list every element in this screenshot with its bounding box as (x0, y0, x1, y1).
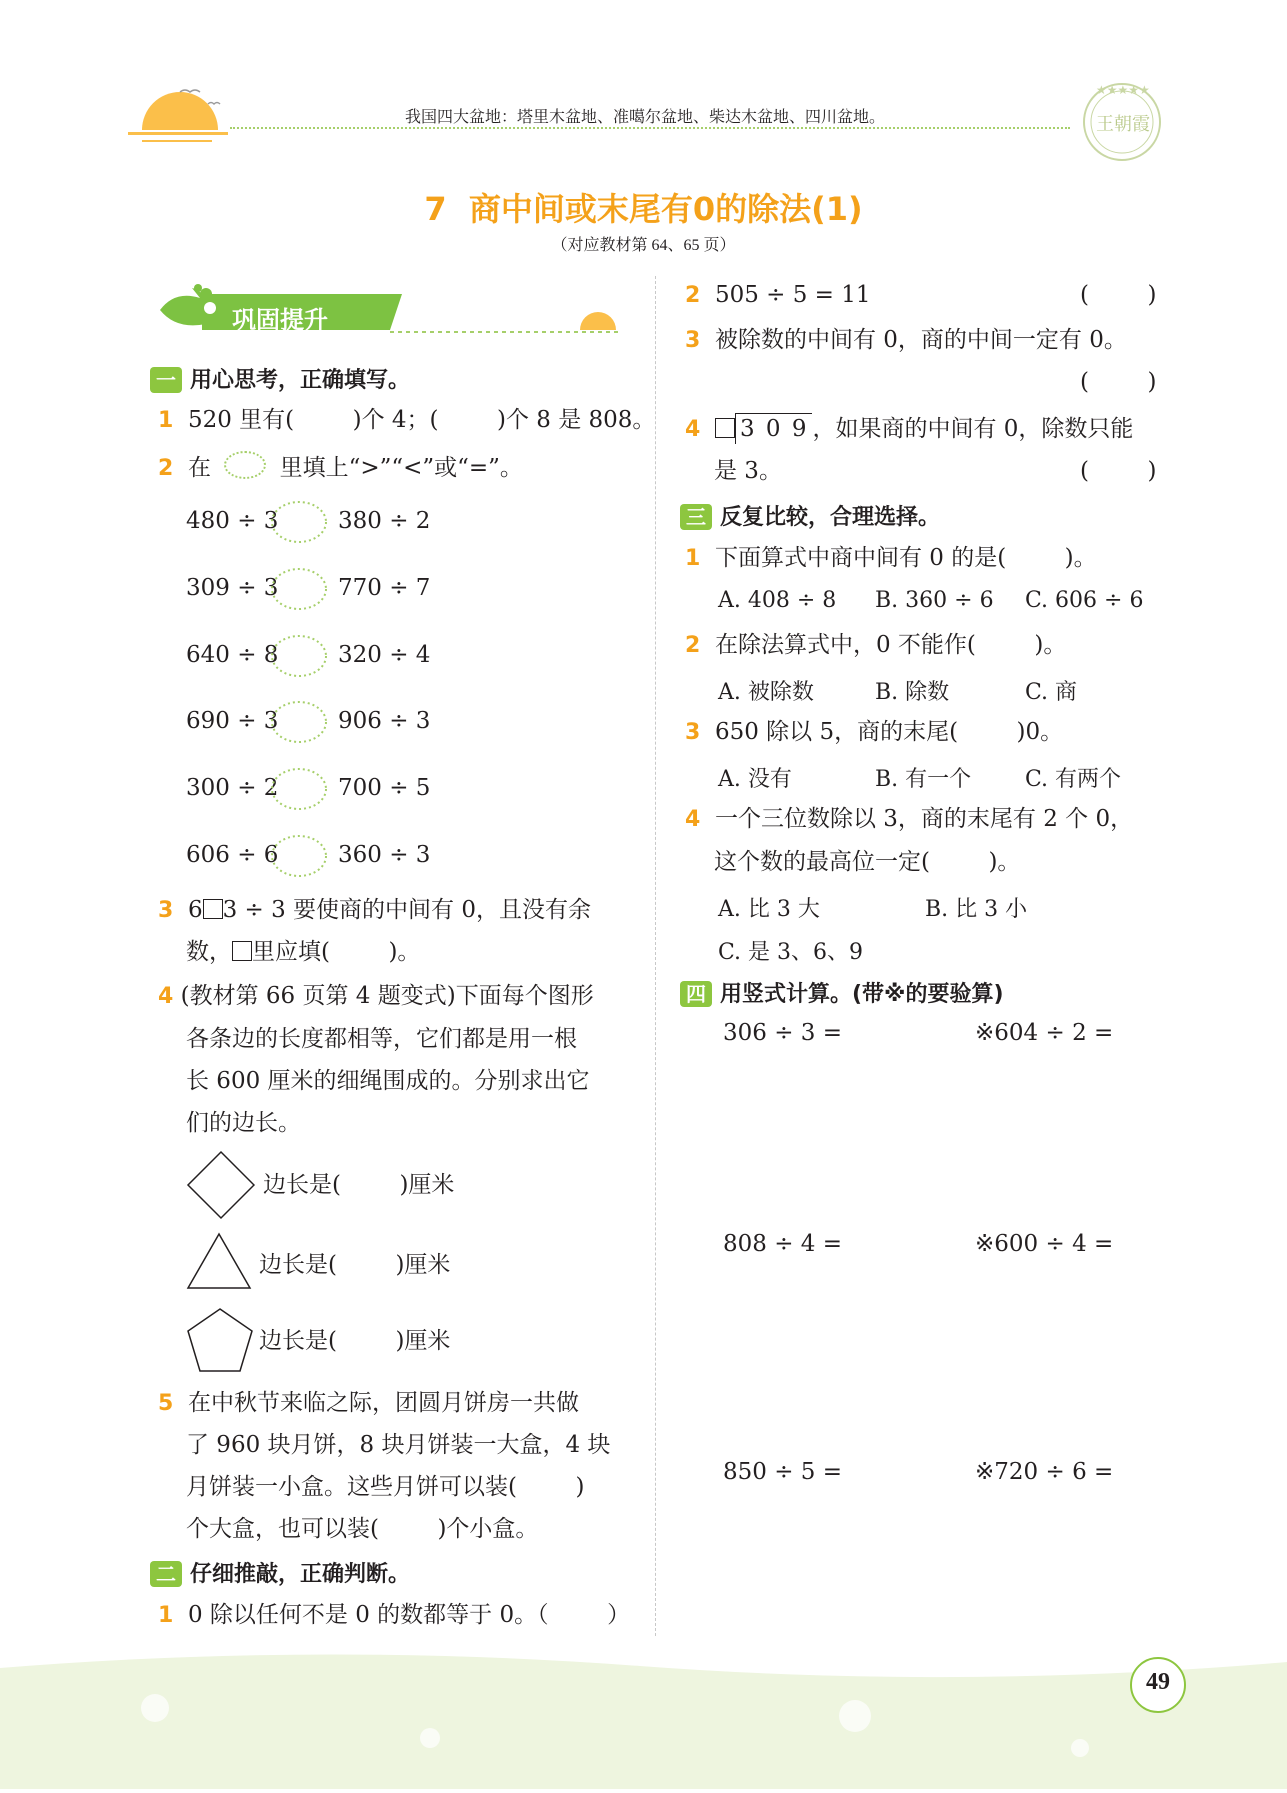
q1-4-line: 长 600 厘米的细绳围成的。分别求出它 (186, 1068, 590, 1094)
shape-answer: 边长是( )厘米 (259, 1252, 451, 1278)
section-3-heading (680, 500, 940, 531)
page-title: 7 商中间或末尾有0的除法(1) (424, 190, 863, 228)
q1-1: 1 520 里有( )个 4；( )个 8 是 808。 (158, 407, 656, 433)
q2-4: 4 3 0 9 ，如果商的中间有 0，除数只能 (685, 413, 1133, 445)
choice-c[interactable]: C. 606 ÷ 6 (1025, 588, 1144, 613)
compare-right: 380 ÷ 2 (338, 508, 431, 534)
q2-1: 1 0 除以任何不是 0 的数都等于 0。（ ） (158, 1602, 631, 1628)
long-division-bracket: 3 0 9 (735, 413, 813, 444)
q1-5-line: 个大盒，也可以装( )个小盒。 (186, 1516, 539, 1542)
header-fact: 我国四大盆地：塔里木盆地、准噶尔盆地、柴达木盆地、四川盆地。 (405, 109, 886, 126)
footer-wave (0, 1648, 1287, 1789)
choice-b[interactable]: B. 360 ÷ 6 (875, 588, 994, 613)
choice-a[interactable]: A. 比 3 大 (718, 897, 820, 922)
q3-3: 3 650 除以 5，商的末尾( )0。 (685, 719, 1064, 745)
compare-right: 906 ÷ 3 (338, 708, 431, 734)
q1-3-cont: 数， 里应填( )。 (186, 939, 421, 965)
q1-4-line: 各条边的长度都相等，它们都是用一根 (186, 1026, 577, 1052)
choice-a[interactable]: A. 被除数 (718, 680, 814, 705)
whale-icon (150, 280, 630, 340)
compare-oval-input[interactable] (270, 834, 328, 878)
choice-c[interactable]: C. 有两个 (1025, 767, 1122, 792)
section-2-tag: 二 (150, 1561, 182, 1587)
pentagon-icon (186, 1307, 254, 1377)
blank-box[interactable] (203, 899, 223, 919)
compare-oval-input[interactable] (270, 767, 328, 811)
q1-2: 2 在 里填上“>”“<”或“=”。 (158, 451, 523, 484)
choice-a[interactable]: A. 408 ÷ 8 (718, 588, 837, 613)
page-number-badge (1128, 1655, 1188, 1715)
header-sun-decoration (120, 70, 230, 150)
banner-label: 巩固提升 (232, 306, 328, 334)
header-dotted-rule (230, 127, 1070, 129)
section-4-tag: 四 (680, 981, 712, 1007)
q2-3: 3 被除数的中间有 0，商的中间一定有 0。 (685, 327, 1127, 353)
compare-right: 700 ÷ 5 (338, 775, 431, 801)
column-divider (655, 276, 656, 1636)
blank-box[interactable] (232, 941, 252, 961)
q3-4: 4 一个三位数除以 3，商的末尾有 2 个 0， (685, 806, 1134, 832)
section-banner (150, 280, 630, 340)
section-4-heading (680, 977, 1004, 1008)
compare-left: 690 ÷ 3 (186, 708, 279, 734)
q1-3: 3 6 3 ÷ 3 要使商的中间有 0，且没有余 (158, 897, 591, 923)
section-3-tag: 三 (680, 504, 712, 530)
divisor-box[interactable] (715, 418, 735, 438)
compare-right: 360 ÷ 3 (338, 842, 431, 868)
svg-text:★★★★★: ★★★★★ (1096, 83, 1150, 97)
q1-5-line: 月饼装一小盒。这些月饼可以装( ) (186, 1474, 585, 1500)
calc-item[interactable]: 850 ÷ 5 = (723, 1459, 843, 1485)
judge-paren[interactable]: ( ) (1080, 369, 1157, 395)
q3-4-cont: 这个数的最高位一定( )。 (714, 849, 1021, 875)
section-1-heading (150, 363, 410, 394)
calc-item[interactable]: ※604 ÷ 2 = (975, 1020, 1114, 1046)
judge-paren[interactable]: ( ) (1080, 458, 1157, 484)
calc-item[interactable]: ※720 ÷ 6 = (975, 1459, 1114, 1485)
choice-c[interactable]: C. 是 3、6、9 (718, 940, 864, 965)
diamond-icon (186, 1150, 256, 1224)
section-4-title: 用竖式计算。(带※的要验算) (720, 982, 1004, 1007)
q2-4-cont: 是 3。 (714, 458, 782, 484)
compare-left: 606 ÷ 6 (186, 842, 279, 868)
page-number: 49 (1146, 1669, 1170, 1695)
triangle-icon (186, 1232, 252, 1294)
compare-oval-input[interactable] (270, 700, 328, 744)
section-1-tag: 一 (150, 367, 182, 393)
compare-left: 640 ÷ 8 (186, 642, 279, 668)
judge-paren[interactable]: ( ) (1080, 282, 1157, 308)
section-2-title: 仔细推敲，正确判断。 (190, 1562, 411, 1587)
compare-oval-input[interactable] (270, 634, 328, 678)
q1-4: 4 (教材第 66 页第 4 题变式)下面每个图形 (158, 983, 594, 1009)
shape-answer: 边长是( )厘米 (259, 1328, 451, 1354)
compare-oval-input[interactable] (270, 500, 328, 544)
page-subtitle: （对应教材第 64、65 页） (551, 237, 736, 254)
compare-left: 309 ÷ 3 (186, 575, 279, 601)
section-3-title: 反复比较，合理选择。 (720, 505, 941, 530)
publisher-logo (1078, 78, 1166, 166)
choice-b[interactable]: B. 比 3 小 (925, 897, 1028, 922)
oval-icon (224, 451, 266, 479)
compare-left: 300 ÷ 2 (186, 775, 279, 801)
q1-4-line: 们的边长。 (186, 1110, 301, 1136)
compare-left: 480 ÷ 3 (186, 508, 279, 534)
shape-answer: 边长是( )厘米 (263, 1172, 455, 1198)
q3-1: 1 下面算式中商中间有 0 的是( )。 (685, 545, 1097, 571)
section-1-title: 用心思考，正确填写。 (190, 368, 411, 393)
q1-5-line: 了 960 块月饼，8 块月饼装一大盒，4 块 (186, 1432, 611, 1458)
calc-item[interactable]: 808 ÷ 4 = (723, 1231, 843, 1257)
choice-b[interactable]: B. 有一个 (875, 767, 972, 792)
section-2-heading (150, 1557, 410, 1588)
compare-oval-input[interactable] (270, 567, 328, 611)
choice-a[interactable]: A. 没有 (718, 767, 792, 792)
logo-text: 王朝霞 (1096, 114, 1150, 135)
compare-right: 770 ÷ 7 (338, 575, 431, 601)
compare-right: 320 ÷ 4 (338, 642, 431, 668)
q1-5: 5 在中秋节来临之际，团圆月饼房一共做 (158, 1390, 579, 1416)
calc-item[interactable]: 306 ÷ 3 = (723, 1020, 843, 1046)
calc-item[interactable]: ※600 ÷ 4 = (975, 1231, 1114, 1257)
q3-2: 2 在除法算式中，0 不能作( )。 (685, 632, 1067, 658)
choice-c[interactable]: C. 商 (1025, 680, 1078, 705)
q2-2: 2 505 ÷ 5 = 11 (685, 282, 871, 308)
choice-b[interactable]: B. 除数 (875, 680, 950, 705)
